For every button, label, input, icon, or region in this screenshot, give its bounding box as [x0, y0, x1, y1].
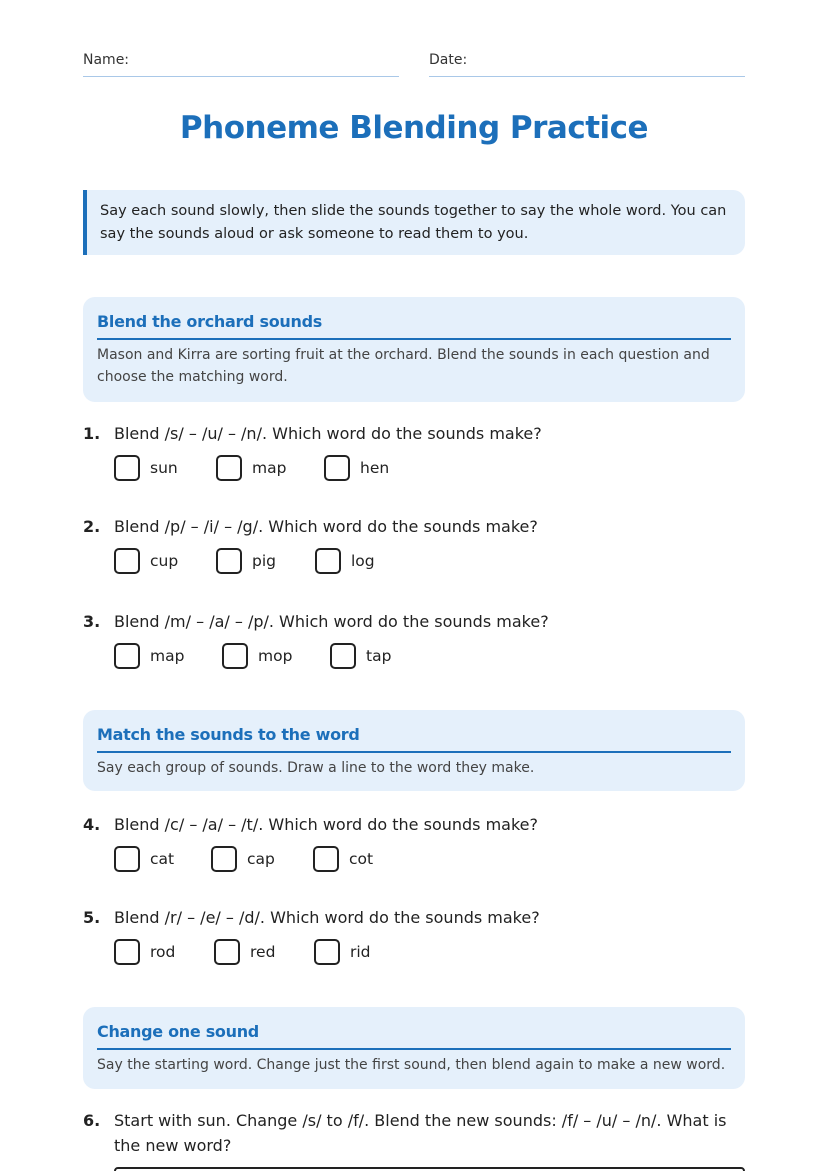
checkbox[interactable] — [114, 643, 140, 669]
question-text: Blend /s/ – /u/ – /n/. Which word do the sounds make? — [114, 424, 542, 443]
instructions-box — [83, 190, 745, 255]
checkbox[interactable] — [315, 548, 341, 574]
name-field[interactable] — [83, 52, 399, 77]
option-rid[interactable]: rid — [314, 939, 371, 965]
worksheet-title: Phoneme Blending Practice — [179, 110, 649, 146]
option-cot[interactable]: cot — [313, 846, 373, 872]
option-hen[interactable]: hen — [324, 455, 389, 481]
option-red[interactable]: red — [214, 939, 275, 965]
section-description: Say each group of sounds. Draw a line to the word they make. — [97, 760, 535, 776]
option-map[interactable]: map — [114, 643, 184, 669]
name-label: Name: — [83, 52, 130, 68]
checkbox[interactable] — [324, 455, 350, 481]
option-cat[interactable]: cat — [114, 846, 174, 872]
question-text: Blend /r/ – /e/ – /d/. Which word do the sounds make? — [114, 908, 540, 927]
checkbox[interactable] — [313, 846, 339, 872]
section-change-sound — [83, 1007, 745, 1089]
answer-options — [114, 846, 745, 876]
option-pig[interactable]: pig — [216, 548, 276, 574]
question-5 — [83, 905, 745, 969]
answer-options — [114, 939, 745, 969]
option-log[interactable]: log — [315, 548, 375, 574]
checkbox[interactable] — [114, 548, 140, 574]
question-number: 4. — [83, 815, 101, 834]
option-sun[interactable]: sun — [114, 455, 178, 481]
checkbox[interactable] — [330, 643, 356, 669]
checkbox[interactable] — [214, 939, 240, 965]
question-6 — [83, 1108, 745, 1158]
checkbox[interactable] — [114, 455, 140, 481]
question-number: 1. — [83, 424, 101, 443]
question-text: Start with sun. Change /s/ to /f/. Blend the new sounds: /f/ – /u/ – /n/. What is the new word? — [114, 1111, 727, 1155]
answer-options — [114, 455, 745, 485]
question-4 — [83, 812, 745, 876]
section-description: Mason and Kirra are sorting fruit at the orchard. Blend the sounds in each question and choose the matching word. — [97, 347, 710, 385]
name-date-row — [83, 52, 745, 78]
section-title: Match the sounds to the word — [97, 722, 731, 753]
question-1 — [83, 421, 745, 485]
checkbox[interactable] — [314, 939, 340, 965]
checkbox[interactable] — [216, 455, 242, 481]
section-blend-orchard — [83, 297, 745, 402]
option-rod[interactable]: rod — [114, 939, 175, 965]
checkbox[interactable] — [114, 939, 140, 965]
section-match-sounds — [83, 710, 745, 791]
option-mop[interactable]: mop — [222, 643, 292, 669]
question-3 — [83, 609, 745, 673]
checkbox[interactable] — [211, 846, 237, 872]
checkbox[interactable] — [114, 846, 140, 872]
answer-input-box[interactable] — [114, 1167, 745, 1171]
section-title: Blend the orchard sounds — [97, 309, 731, 340]
checkbox[interactable] — [216, 548, 242, 574]
answer-options — [114, 548, 745, 578]
option-tap[interactable]: tap — [330, 643, 391, 669]
question-number: 3. — [83, 612, 101, 631]
checkbox[interactable] — [222, 643, 248, 669]
question-number: 6. — [83, 1111, 101, 1130]
question-text: Blend /c/ – /a/ – /t/. Which word do the sounds make? — [114, 815, 539, 834]
date-label: Date: — [429, 52, 468, 68]
instructions-text: Say each sound slowly, then slide the sounds together to say the whole word. You can say the sounds aloud or ask someone to read them to you. — [100, 203, 727, 242]
option-map[interactable]: map — [216, 455, 286, 481]
option-cup[interactable]: cup — [114, 548, 178, 574]
question-text: Blend /m/ – /a/ – /p/. Which word do the sounds make? — [114, 612, 549, 631]
answer-options — [114, 643, 745, 673]
question-2 — [83, 514, 745, 578]
section-title: Change one sound — [97, 1019, 731, 1050]
question-number: 2. — [83, 517, 101, 536]
date-field[interactable] — [429, 52, 745, 77]
question-number: 5. — [83, 908, 101, 927]
question-text: Blend /p/ – /i/ – /g/. Which word do the sounds make? — [114, 517, 538, 536]
section-description: Say the starting word. Change just the first sound, then blend again to make a new word. — [97, 1057, 726, 1073]
option-cap[interactable]: cap — [211, 846, 275, 872]
